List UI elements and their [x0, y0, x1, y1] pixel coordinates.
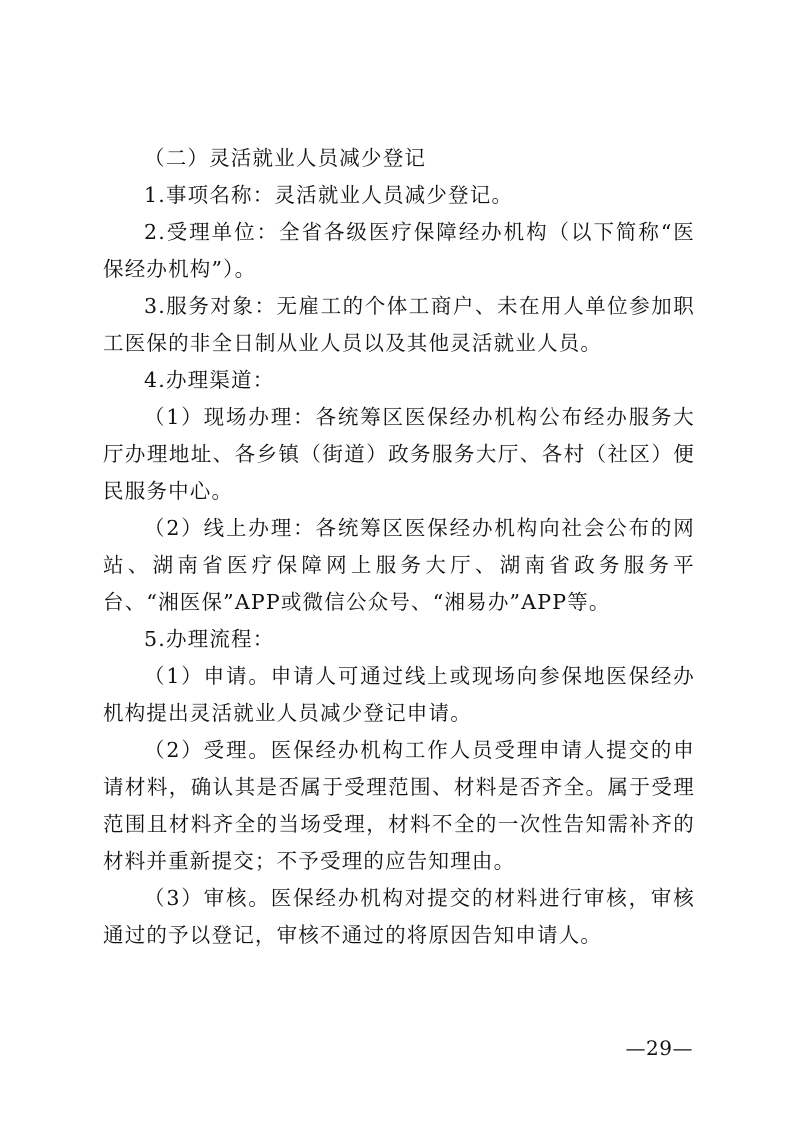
apply-step-paragraph: （1）申请。申请人可通过线上或现场向参保地医保经办机构提出灵活就业人员减少登记申请。 [103, 664, 695, 725]
process-heading: 5.办理流程： [144, 627, 275, 651]
online-channel-paragraph: （2）线上办理：各统筹区医保经办机构向社会公布的网站、湖南省医疗保障网上服务大厅、湖南省政务服务平台、“湘医保”APP或微信公众号、“湘易办”APP等。 [103, 516, 695, 614]
review-step-paragraph: （3）审核。医保经办机构对提交的材料进行审核，审核通过的予以登记，审核不通过的将原因告知申请人。 [103, 886, 695, 947]
section-heading: （二）灵活就业人员减少登记 [144, 146, 427, 170]
service-target-paragraph: 3.服务对象：无雇工的个体工商户、未在用人单位参加职工医保的非全日制从业人员以及其他灵活就业人员。 [103, 294, 695, 355]
page-number: —29— [625, 1036, 693, 1060]
onsite-channel-paragraph: （1）现场办理：各统筹区医保经办机构公布经办服务大厅办理地址、各乡镇（街道）政务服务大厅、各村（社区）便民服务中心。 [103, 405, 695, 503]
handling-unit-paragraph: 2.受理单位：全省各级医疗保障经办机构（以下简称“医保经办机构”）。 [103, 220, 695, 281]
item-name-paragraph: 1.事项名称：灵活就业人员减少登记。 [144, 183, 514, 207]
channels-heading: 4.办理渠道： [144, 368, 275, 392]
accept-step-paragraph: （2）受理。医保经办机构工作人员受理申请人提交的申请材料，确认其是否属于受理范围、材料是否齐全。属于受理范围且材料齐全的当场受理，材料不全的一次性告知需补齐的材料并重新提交；不予受理的应告知理由。 [103, 738, 695, 873]
document-body [103, 140, 695, 954]
